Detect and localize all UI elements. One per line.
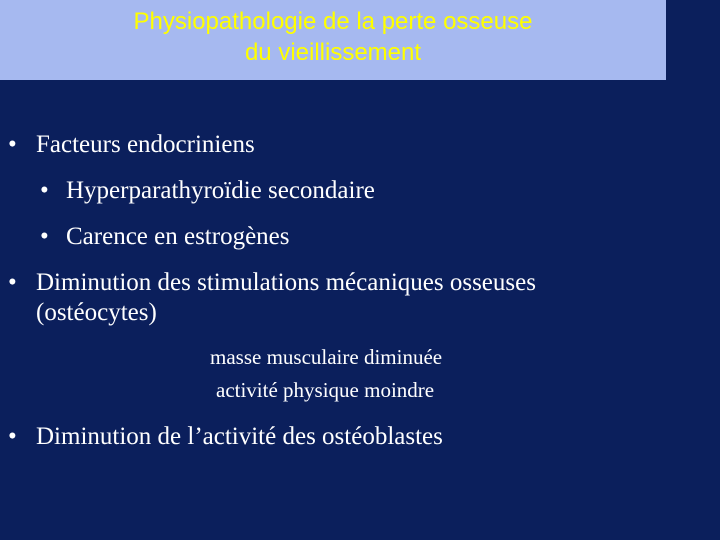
slide-title-box [0, 0, 666, 80]
bullet-text: Hyperparathyroïdie secondaire [66, 177, 375, 204]
bullet-dot: • [8, 269, 17, 296]
sub-bullet-carence-estrogenes [40, 222, 290, 252]
bullet-facteurs-endocriniens [8, 130, 255, 160]
bullet-text: Facteurs endocriniens [36, 131, 255, 158]
bullet-diminution-stimulations [8, 268, 536, 328]
slide-title-line-2: du vieillissement [244, 39, 422, 66]
bullet-text-continuation: (ostéocytes) [36, 299, 157, 326]
bullet-text: Carence en estrogènes [66, 223, 290, 250]
slide-title-line-1: Physiopathologie de la perte osseuse [133, 8, 533, 35]
sub-bullet-hyperparathyroidie [40, 176, 375, 206]
bullet-diminution-osteoblastes [8, 422, 443, 452]
note-activite-physique: activité physique moindre [216, 378, 435, 402]
bullet-dot: • [8, 131, 17, 158]
bullet-dot: • [40, 223, 49, 250]
bullet-text: Diminution des stimulations mécaniques osseuses [36, 269, 536, 296]
bullet-dot: • [8, 423, 17, 450]
note-masse-musculaire: masse musculaire diminuée [210, 345, 443, 369]
bullet-text: Diminution de l’activité des ostéoblastes [36, 423, 443, 450]
bullet-dot: • [40, 177, 49, 204]
